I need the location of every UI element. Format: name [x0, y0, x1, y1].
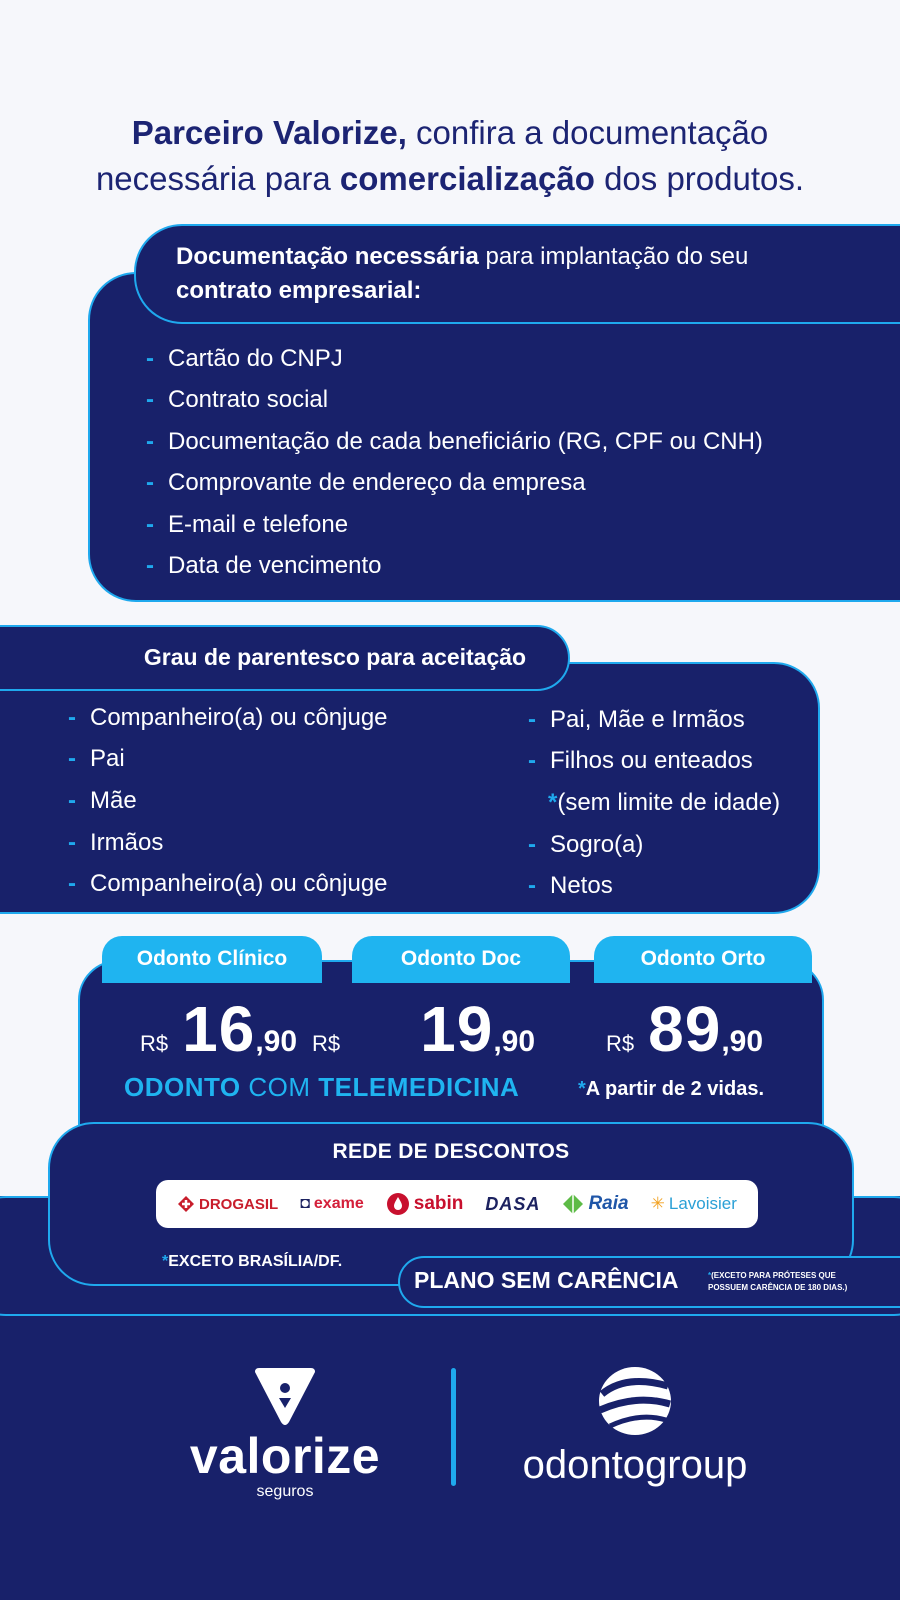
currency-label: R$ [606, 1031, 635, 1056]
grau-item-label: Netos [550, 872, 613, 900]
exame-logo [300, 1195, 364, 1213]
valorize-v-icon [253, 1368, 317, 1426]
price-integer: 89 [648, 993, 722, 1065]
dash-icon: - [146, 344, 154, 372]
list-item [146, 338, 763, 380]
sabin-logo [386, 1192, 464, 1216]
grau-item-label: Companheiro(a) ou cônjuge [90, 703, 388, 731]
valorize-logo [180, 1368, 390, 1502]
price-integer: 16 [182, 993, 256, 1065]
headline-pre-2: necessária para [95, 160, 340, 197]
headline-bold-2: comercialização [339, 160, 595, 197]
grau-item-label: Filhos ou enteados [550, 747, 753, 775]
list-item [68, 739, 388, 781]
price-cents: ,90 [493, 1025, 536, 1058]
grau-item-label: Pai [90, 745, 125, 773]
list-item-note [528, 782, 780, 824]
dash-icon: - [528, 830, 536, 858]
dash-icon: - [146, 386, 154, 414]
grau-list-right [528, 699, 780, 907]
list-item [68, 863, 388, 905]
grau-item-label: Mãe [90, 786, 137, 814]
exceto-note [162, 1253, 342, 1271]
drogasil-logo [177, 1195, 278, 1213]
telemedicina-mid: COM [240, 1072, 319, 1102]
sabin-drop-icon [386, 1192, 410, 1216]
doc-item-label: E-mail e telefone [168, 510, 349, 538]
currency-label: R$ [140, 1031, 169, 1056]
headline [40, 110, 860, 202]
doc-title-bold-2: contrato empresarial: [176, 277, 422, 304]
telemedicina-bold-1: ODONTO [124, 1072, 241, 1102]
list-item [68, 697, 388, 739]
raia-leaf-icon [562, 1193, 584, 1215]
plan-tab-clinico: Odonto Clínico [102, 936, 322, 983]
lavoisier-logo [651, 1194, 737, 1214]
list-item [528, 865, 780, 907]
dasa-logo [485, 1194, 540, 1215]
doc-card-title [134, 224, 900, 324]
list-item [146, 463, 763, 505]
odontogroup-name: odontogroup [522, 1443, 748, 1487]
vidas-note [578, 1078, 764, 1101]
headline-line-2 [40, 156, 860, 202]
grau-card-title: Grau de parentesco para aceitação [0, 625, 570, 691]
list-item [146, 421, 763, 463]
sabin-label: sabin [413, 1193, 464, 1214]
dash-icon: - [68, 828, 76, 856]
grau-item-label: Pai, Mãe e Irmãos [550, 705, 745, 733]
list-item [528, 699, 780, 741]
raia-logo [562, 1193, 628, 1215]
dash-icon: - [528, 747, 536, 775]
plan-tab-doc: Odonto Doc [352, 936, 570, 983]
list-item [146, 546, 763, 588]
grau-item-label: Irmãos [90, 828, 164, 856]
list-item [146, 504, 763, 546]
doc-item-label: Documentação de cada beneficiário (RG, CPF ou CNH) [168, 427, 763, 455]
dash-icon: - [68, 703, 76, 731]
price-orto [606, 992, 764, 1065]
headline-post-2: dos produtos. [594, 160, 805, 197]
rede-title: REDE DE DESCONTOS [332, 1140, 570, 1163]
raia-label: Raia [588, 1193, 629, 1214]
asterisk-icon: * [548, 788, 558, 816]
list-item [68, 822, 388, 864]
price-cents: ,90 [721, 1025, 764, 1058]
asterisk-icon: * [162, 1253, 169, 1270]
brand-divider [451, 1368, 456, 1486]
dash-icon: - [68, 745, 76, 773]
dash-icon: - [146, 427, 154, 455]
dash-icon: - [146, 469, 154, 497]
exame-label: exame [313, 1195, 364, 1212]
doc-item-label: Comprovante de endereço da empresa [168, 469, 586, 497]
valorize-name: valorize [189, 1428, 381, 1484]
list-item [146, 380, 763, 422]
doc-list [146, 338, 763, 587]
grau-item-label: Sogro(a) [550, 830, 644, 858]
lavoisier-label: Lavoisier [668, 1194, 737, 1213]
doc-title-rest: para implantação do seu [478, 243, 749, 270]
doc-title-bold: Documentação necessária [176, 243, 479, 270]
lavoisier-star-icon: ✳ [650, 1194, 665, 1213]
telemedicina-bold-2: TELEMEDICINA [318, 1072, 520, 1102]
headline-rest-1: confira a documentação [406, 114, 769, 151]
doc-item-label: Cartão do CNPJ [168, 344, 343, 372]
list-item [68, 780, 388, 822]
valorize-subtitle: seguros [256, 1483, 314, 1500]
odontogroup-logo [510, 1364, 760, 1488]
price-cents: ,90 [255, 1025, 298, 1058]
partner-logos [156, 1180, 758, 1228]
dash-icon: - [528, 705, 536, 733]
currency-label: R$ [312, 1031, 341, 1056]
headline-bold-1: Parceiro Valorize, [131, 114, 407, 151]
list-item [528, 824, 780, 866]
headline-line-1 [40, 110, 860, 156]
telemedicina-banner [124, 1072, 519, 1103]
vidas-label: A partir de 2 vidas. [585, 1078, 765, 1100]
drogasil-label: DROGASIL [199, 1195, 279, 1213]
plano-note [708, 1270, 868, 1294]
plan-tab-orto: Odonto Orto [594, 936, 812, 983]
dash-icon: - [146, 552, 154, 580]
list-item [528, 741, 780, 783]
plano-label: PLANO SEM CARÊNCIA [414, 1267, 679, 1293]
grau-item-label: Companheiro(a) ou cônjuge [90, 870, 388, 898]
dash-icon: - [68, 786, 76, 814]
dash-icon: - [146, 510, 154, 538]
plano-note-label: (EXCETO PARA PRÓTESES QUE POSSUEM CARÊNCIA DE 180 DIAS.) [708, 1271, 848, 1292]
grau-note-label: (sem limite de idade) [557, 788, 781, 816]
odontogroup-globe-icon [596, 1364, 674, 1438]
dash-icon: - [528, 872, 536, 900]
doc-item-label: Data de vencimento [168, 552, 382, 580]
grau-list-left [68, 697, 388, 905]
asterisk-icon: * [578, 1078, 586, 1100]
price-integer: 19 [420, 993, 494, 1065]
dasa-label: DASA [485, 1193, 541, 1214]
dash-icon: - [68, 870, 76, 898]
exceto-label: EXCETO BRASÍLIA/DF. [168, 1253, 343, 1270]
doc-item-label: Contrato social [168, 386, 329, 414]
exame-mark-icon: ◘ [300, 1195, 310, 1212]
drogasil-icon [177, 1195, 195, 1213]
asterisk-icon: * [708, 1271, 712, 1280]
price-clinico [140, 992, 298, 1065]
price-doc [312, 992, 536, 1065]
